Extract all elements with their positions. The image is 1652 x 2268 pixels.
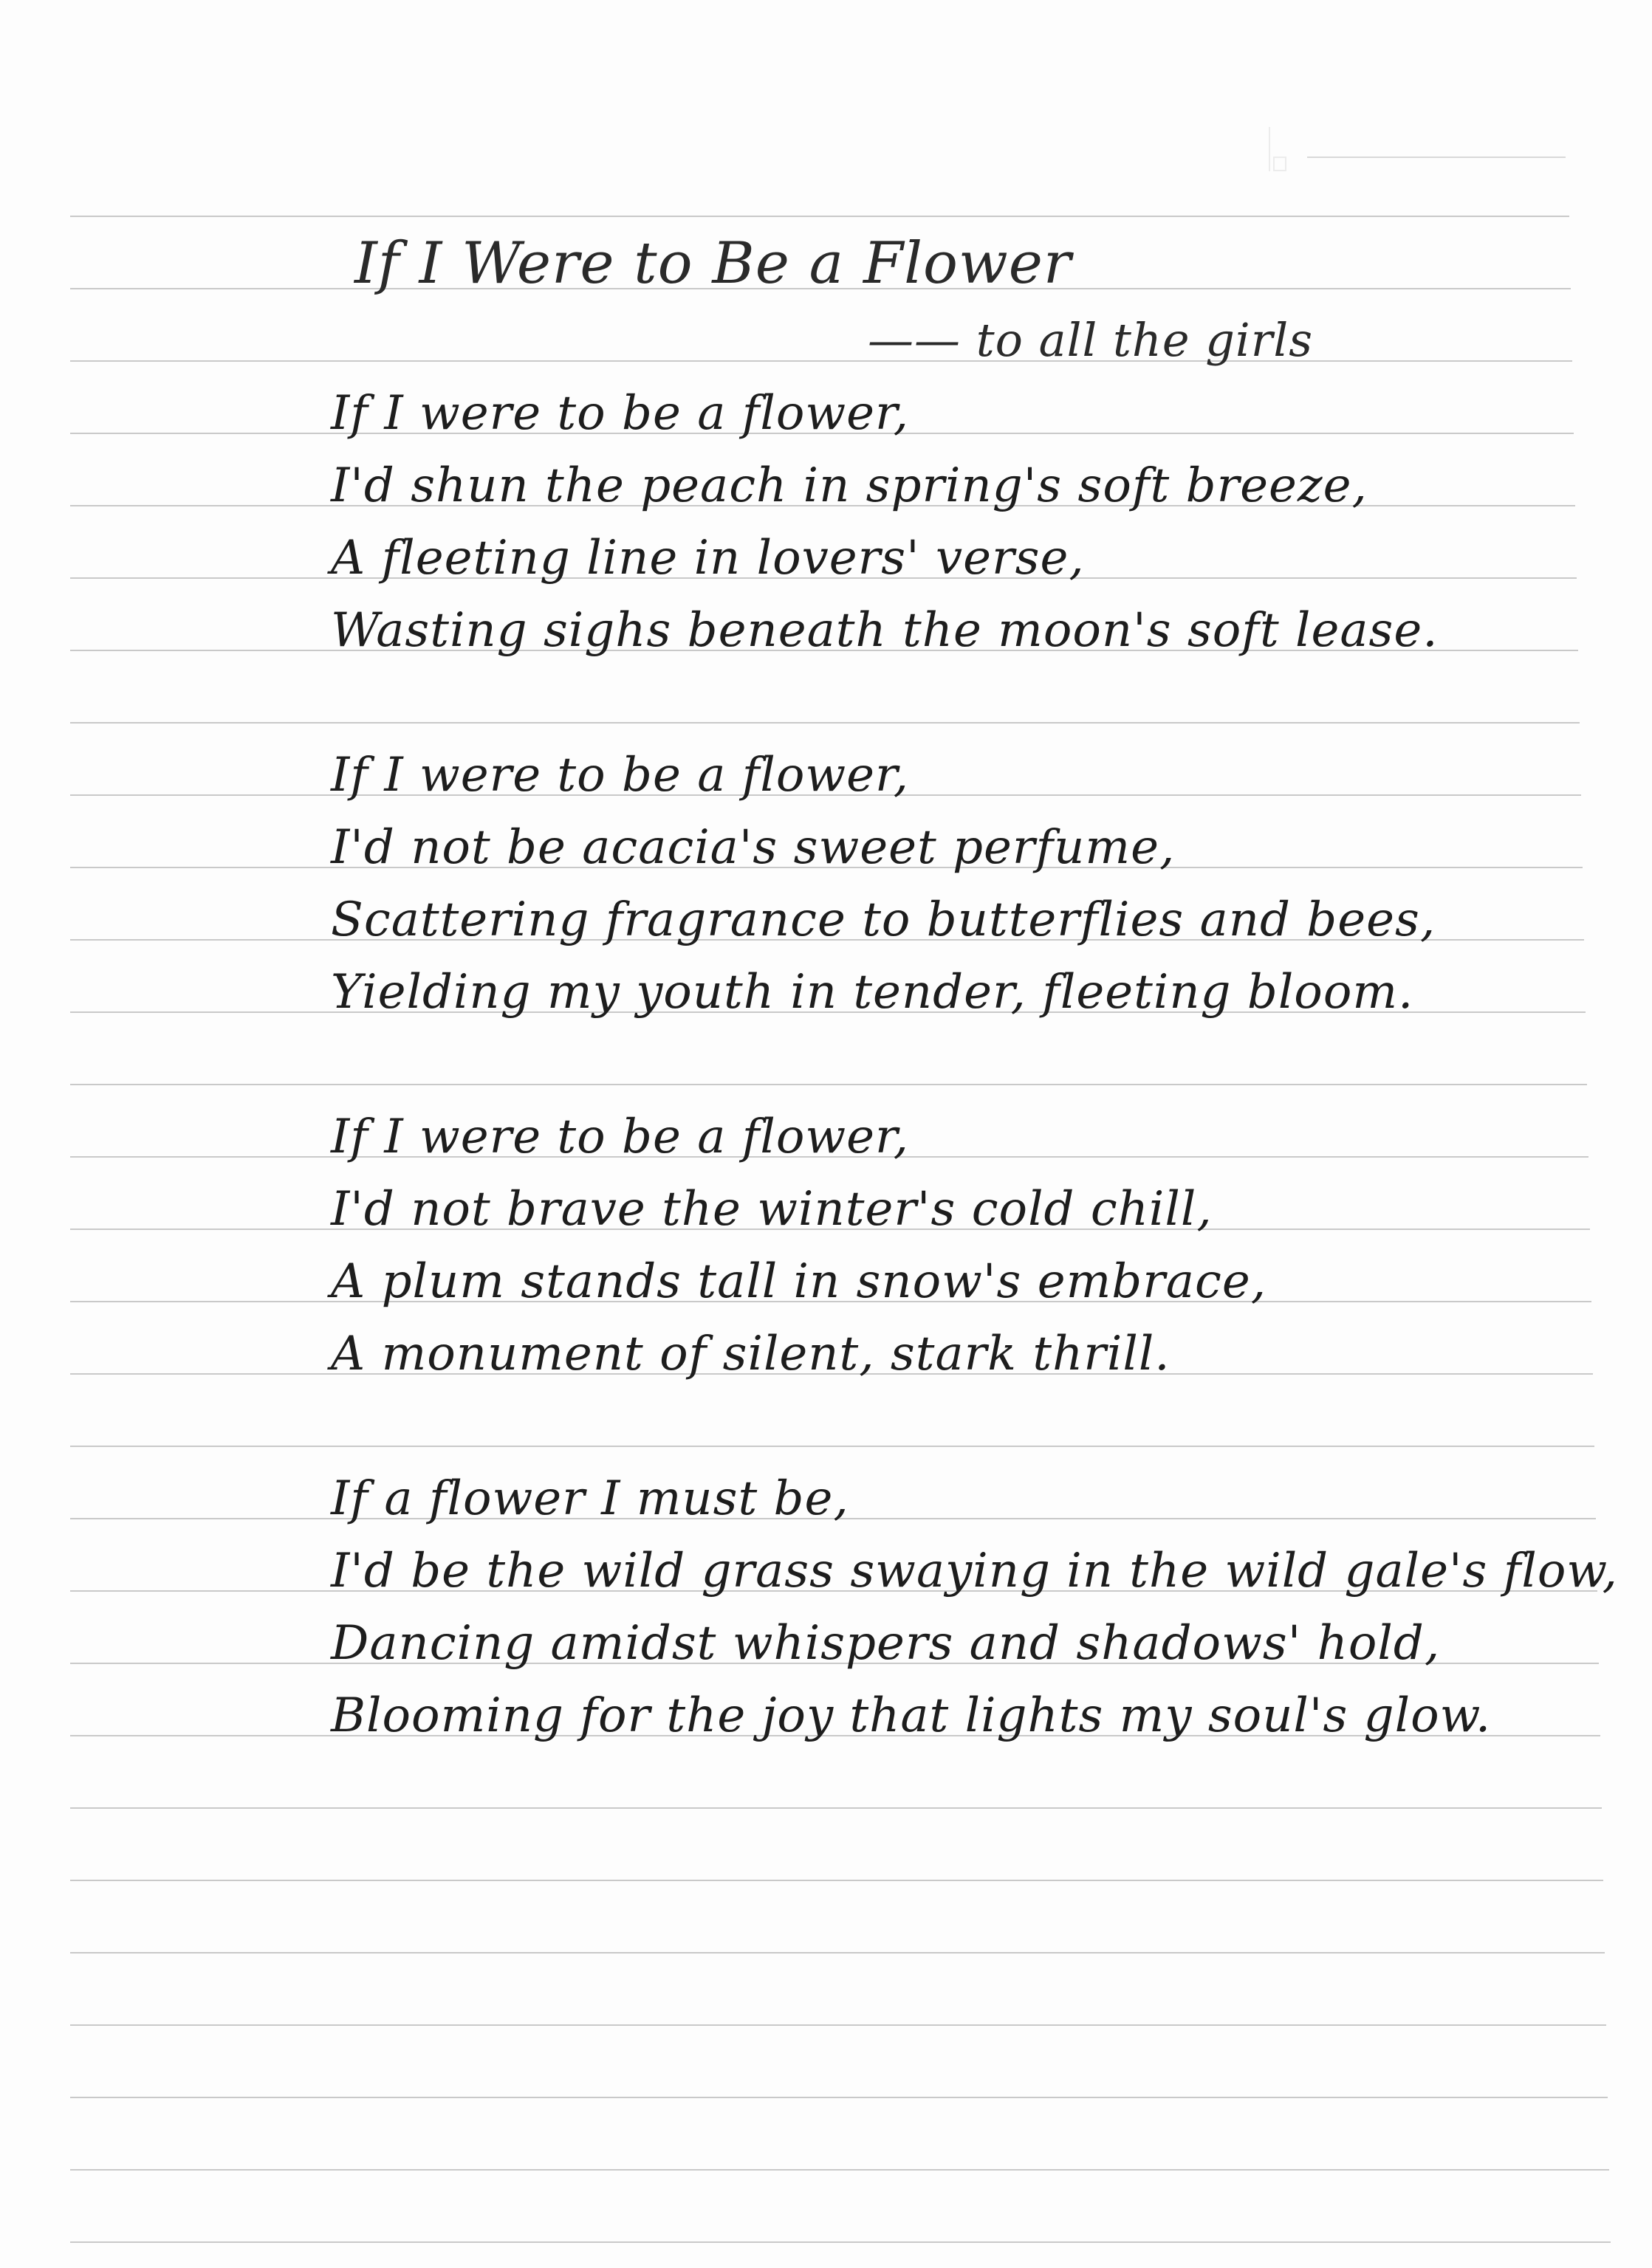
verse-line: If I were to be a flower,	[331, 386, 909, 441]
ruled-line	[70, 2097, 1608, 2098]
page-header-mark	[1269, 127, 1288, 171]
ruled-line	[70, 722, 1580, 724]
page-header-line	[1307, 157, 1566, 158]
verse-line: Blooming for the joy that lights my soul's glow.	[331, 1688, 1492, 1743]
ruled-line	[70, 2024, 1606, 2026]
verse-line: I'd not brave the winter's cold chill,	[331, 1182, 1213, 1237]
ruled-line	[70, 216, 1569, 217]
poem-dedication: —— to all the girls	[868, 313, 1314, 367]
verse-line: Yielding my youth in tender, fleeting bloom.	[331, 965, 1414, 1020]
verse-line: A monument of silent, stark thrill.	[331, 1327, 1171, 1381]
verse-line: I'd shun the peach in spring's soft breeze,	[331, 458, 1368, 513]
verse-line: I'd be the wild grass swaying in the wild gale's flow,	[331, 1544, 1618, 1598]
verse-line: Scattering fragrance to butterflies and bees,	[331, 893, 1436, 947]
ruled-line	[70, 1446, 1594, 1447]
ruled-line	[70, 2241, 1611, 2243]
ruled-line	[70, 1084, 1587, 1085]
ruled-line	[70, 1952, 1605, 1953]
verse-line: Dancing amidst whispers and shadows' hold,	[331, 1616, 1441, 1671]
verse-line: A fleeting line in lovers' verse,	[331, 531, 1085, 585]
ruled-line	[70, 360, 1572, 362]
ruled-line	[70, 1880, 1603, 1881]
verse-line: I'd not be acacia's sweet perfume,	[331, 820, 1176, 875]
ruled-line	[70, 1807, 1602, 1809]
ruled-line	[70, 2169, 1609, 2171]
verse-line: If a flower I must be,	[331, 1471, 849, 1526]
verse-line: A plum stands tall in snow's embrace,	[331, 1254, 1267, 1309]
verse-line: If I were to be a flower,	[331, 748, 909, 803]
verse-line: If I were to be a flower,	[331, 1110, 909, 1164]
poem-title: If I Were to Be a Flower	[354, 230, 1072, 297]
verse-line: Wasting sighs beneath the moon's soft lease.	[331, 603, 1439, 658]
